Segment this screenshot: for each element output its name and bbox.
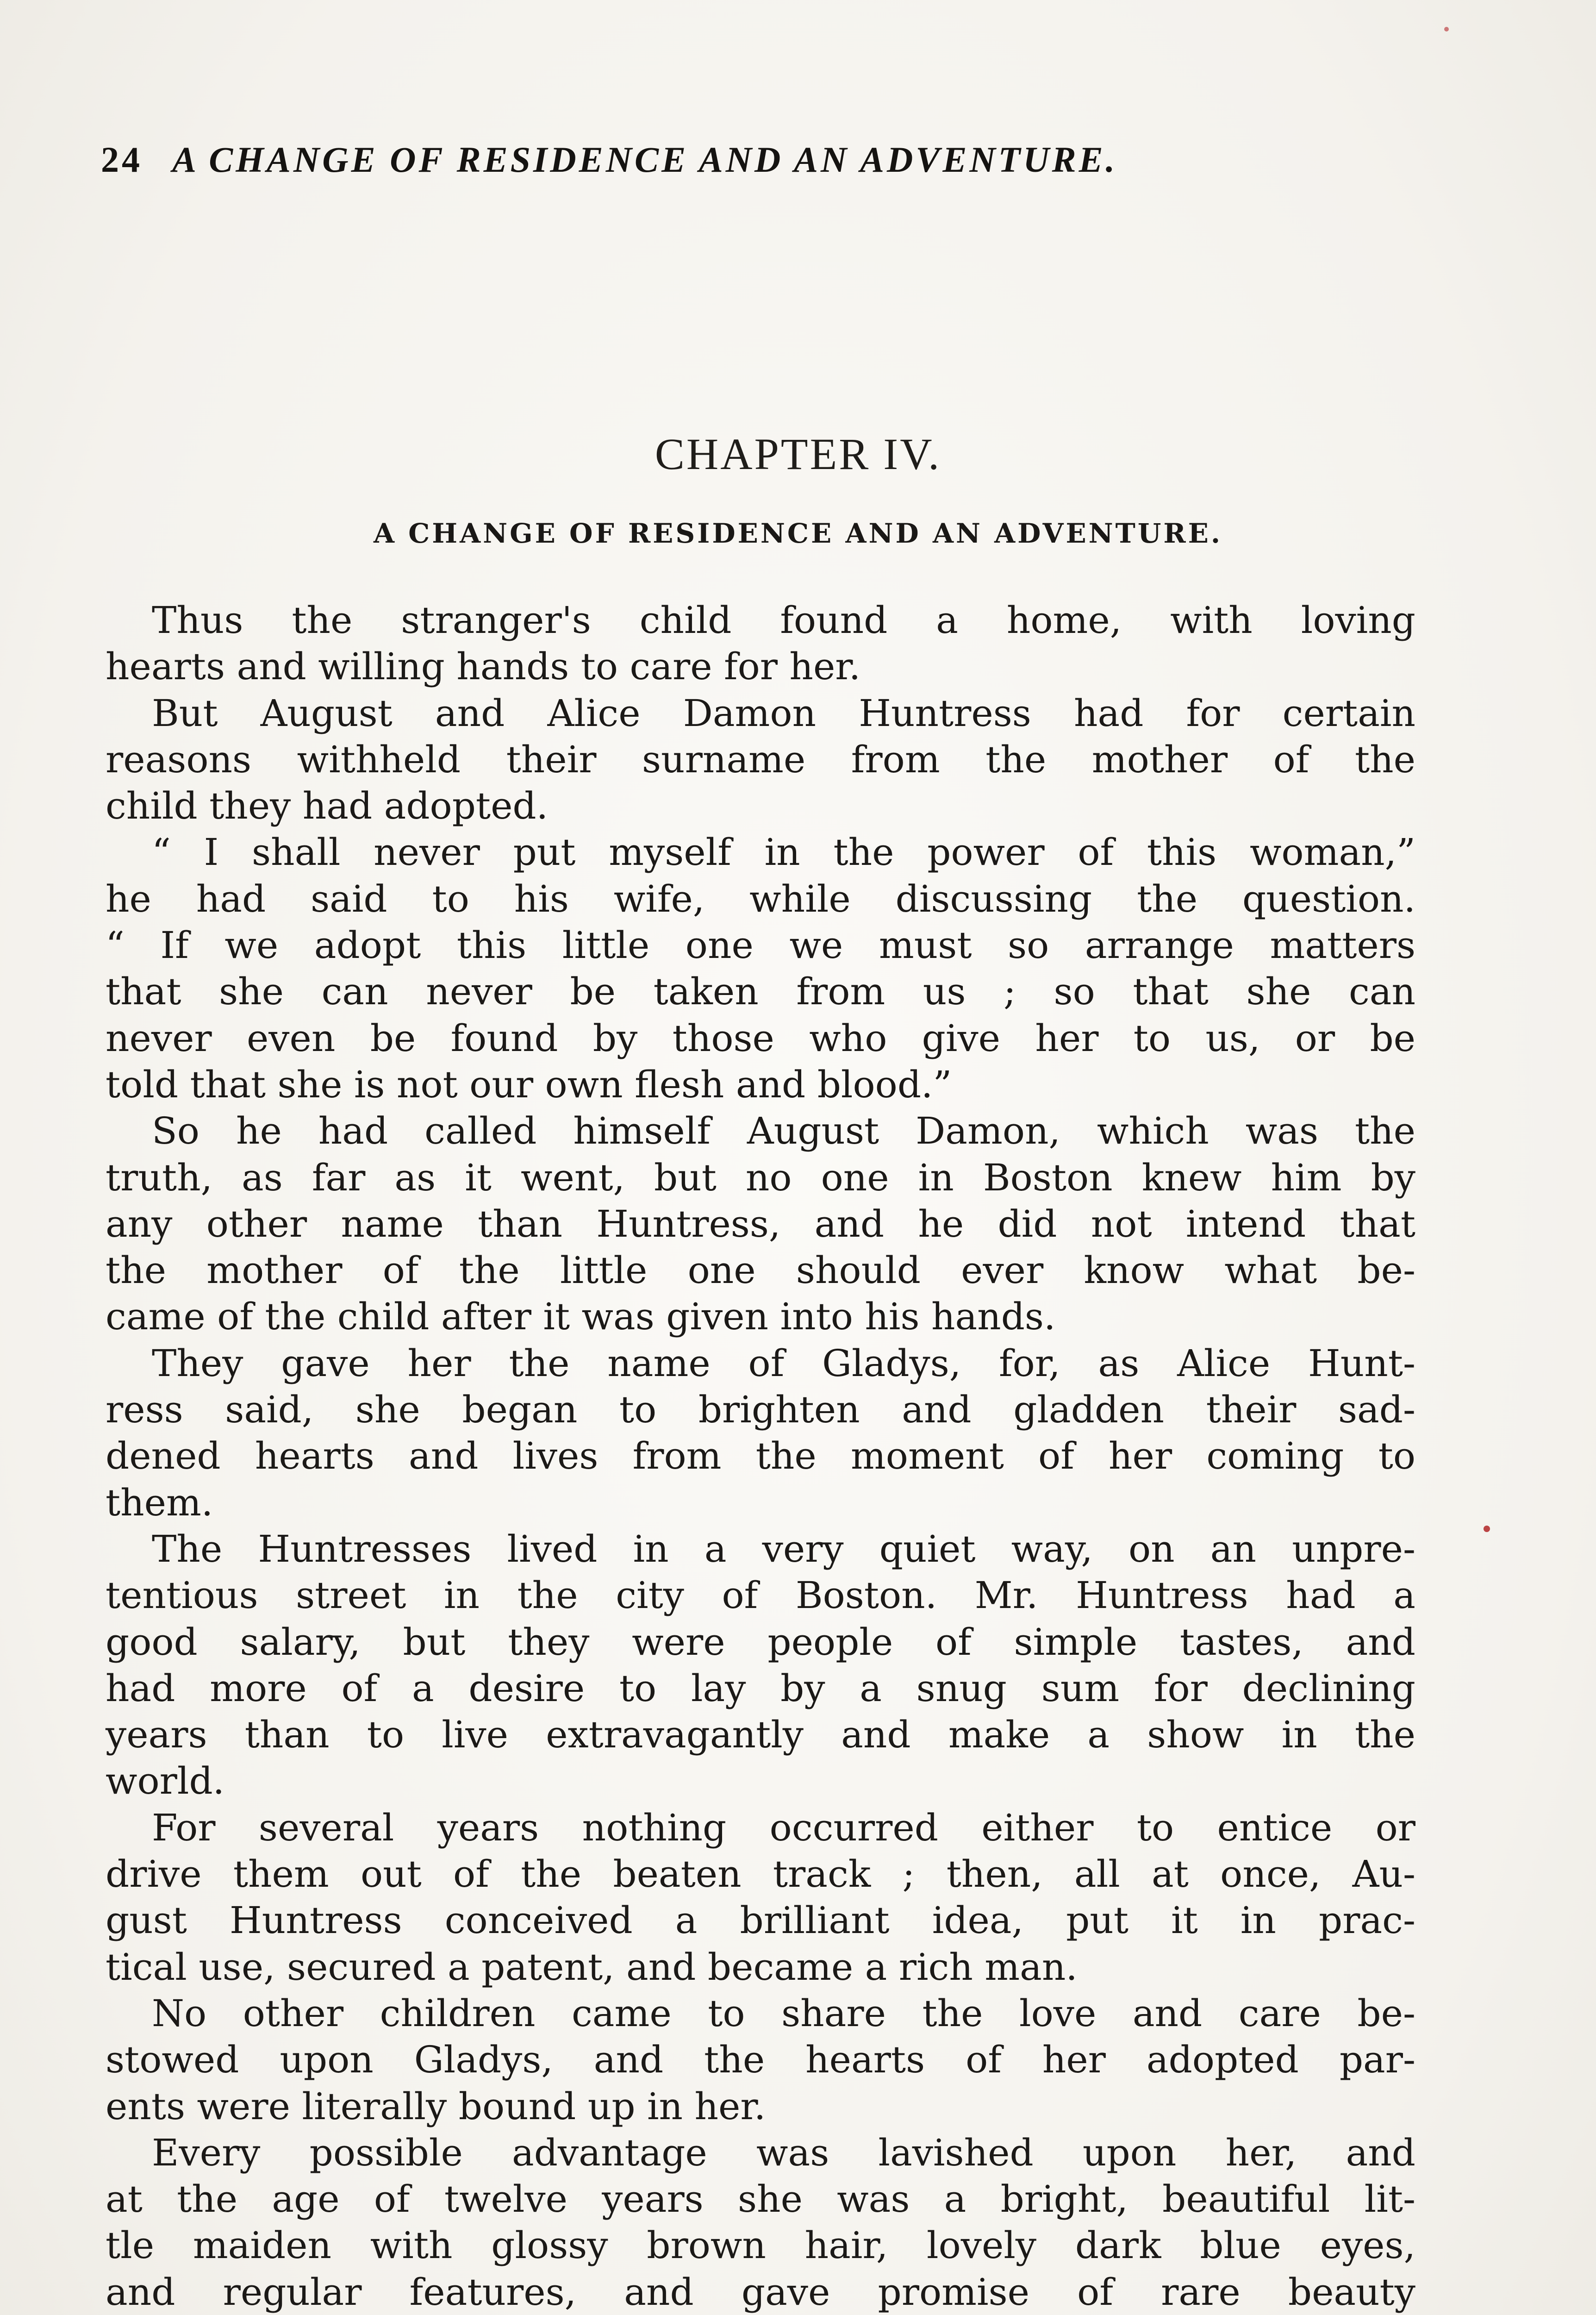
text-line: tle maiden with glossy brown hair, lovely dark blue eyes, <box>106 2224 1415 2267</box>
text-line: never even be found by those who give her to us, or be <box>106 1016 1415 1060</box>
ink-speck <box>1484 1526 1490 1532</box>
text-line: any other name than Huntress, and he did not intend that <box>106 1202 1415 1245</box>
page-number: 24 <box>101 139 143 180</box>
text-line: drive them out of the beaten track ; then, all at once, Au- <box>106 1852 1415 1896</box>
text-line: that she can never be taken from us ; so that she can <box>106 970 1415 1014</box>
text-line: gust Huntress conceived a brilliant idea, put it in prac- <box>106 1899 1415 1942</box>
text-line: dened hearts and lives from the moment of her coming to <box>106 1434 1415 1478</box>
text-line: he had said to his wife, while discussing the question. <box>106 877 1415 920</box>
text-line: tentious street in the city of Boston. Mr. Huntress had a <box>106 1574 1415 1617</box>
text-line: told that she is not our own flesh and blood.” <box>106 1063 952 1106</box>
text-line: So he had called himself August Damon, which was the <box>152 1109 1415 1153</box>
text-line: came of the child after it was given into his hands. <box>106 1295 1056 1339</box>
text-line: Thus the stranger's child found a home, with loving <box>152 599 1415 642</box>
ink-speck <box>1444 27 1449 31</box>
text-line: ress said, she began to brighten and gladden their sad- <box>106 1388 1415 1432</box>
text-line: Every possible advantage was lavished upon her, and <box>152 2131 1415 2174</box>
text-line: hearts and willing hands to care for her. <box>106 645 861 688</box>
text-line: world. <box>106 1759 225 1803</box>
chapter-title: CHAPTER IV. <box>655 429 941 479</box>
running-head-title: A CHANGE OF RESIDENCE AND AN ADVENTURE. <box>172 139 1118 180</box>
chapter-subtitle: A CHANGE OF RESIDENCE AND AN ADVENTURE. <box>373 518 1223 549</box>
text-line: truth, as far as it went, but no one in Boston knew him by <box>106 1156 1415 1199</box>
body-text <box>106 597 1415 2315</box>
text-line: reasons withheld their surname from the mother of the <box>106 738 1415 781</box>
text-line: stowed upon Gladys, and the hearts of her adopted par- <box>106 2038 1415 2082</box>
text-line: good salary, but they were people of simple tastes, and <box>106 1620 1415 1664</box>
running-head <box>101 139 1378 181</box>
text-line: years than to live extravagantly and make a show in the <box>106 1713 1415 1757</box>
text-line: at the age of twelve years she was a bright, beautiful lit- <box>106 2177 1415 2221</box>
text-line: No other children came to share the love and care be- <box>152 1991 1415 2035</box>
text-line: had more of a desire to lay by a snug sum for declining <box>106 1666 1415 1710</box>
text-line: child they had adopted. <box>106 784 549 828</box>
text-line: them. <box>106 1481 213 1524</box>
text-line: For several years nothing occurred either to entice or <box>152 1806 1415 1849</box>
text-line: ents were literally bound up in her. <box>106 2084 766 2128</box>
text-line: But August and Alice Damon Huntress had for certain <box>152 691 1415 735</box>
text-line: They gave her the name of Gladys, for, as Alice Hunt- <box>152 1341 1415 1385</box>
text-line: “ If we adopt this little one we must so arrange matters <box>106 924 1415 967</box>
text-line: “ I shall never put myself in the power of this woman,” <box>152 831 1415 874</box>
text-line: The Huntresses lived in a very quiet way, on an unpre- <box>152 1527 1415 1570</box>
text-line: the mother of the little one should ever know what be- <box>106 1249 1415 1292</box>
text-line: tical use, secured a patent, and became a rich man. <box>106 1945 1078 1989</box>
text-line: and regular features, and gave promise of rare beauty <box>106 2270 1415 2314</box>
